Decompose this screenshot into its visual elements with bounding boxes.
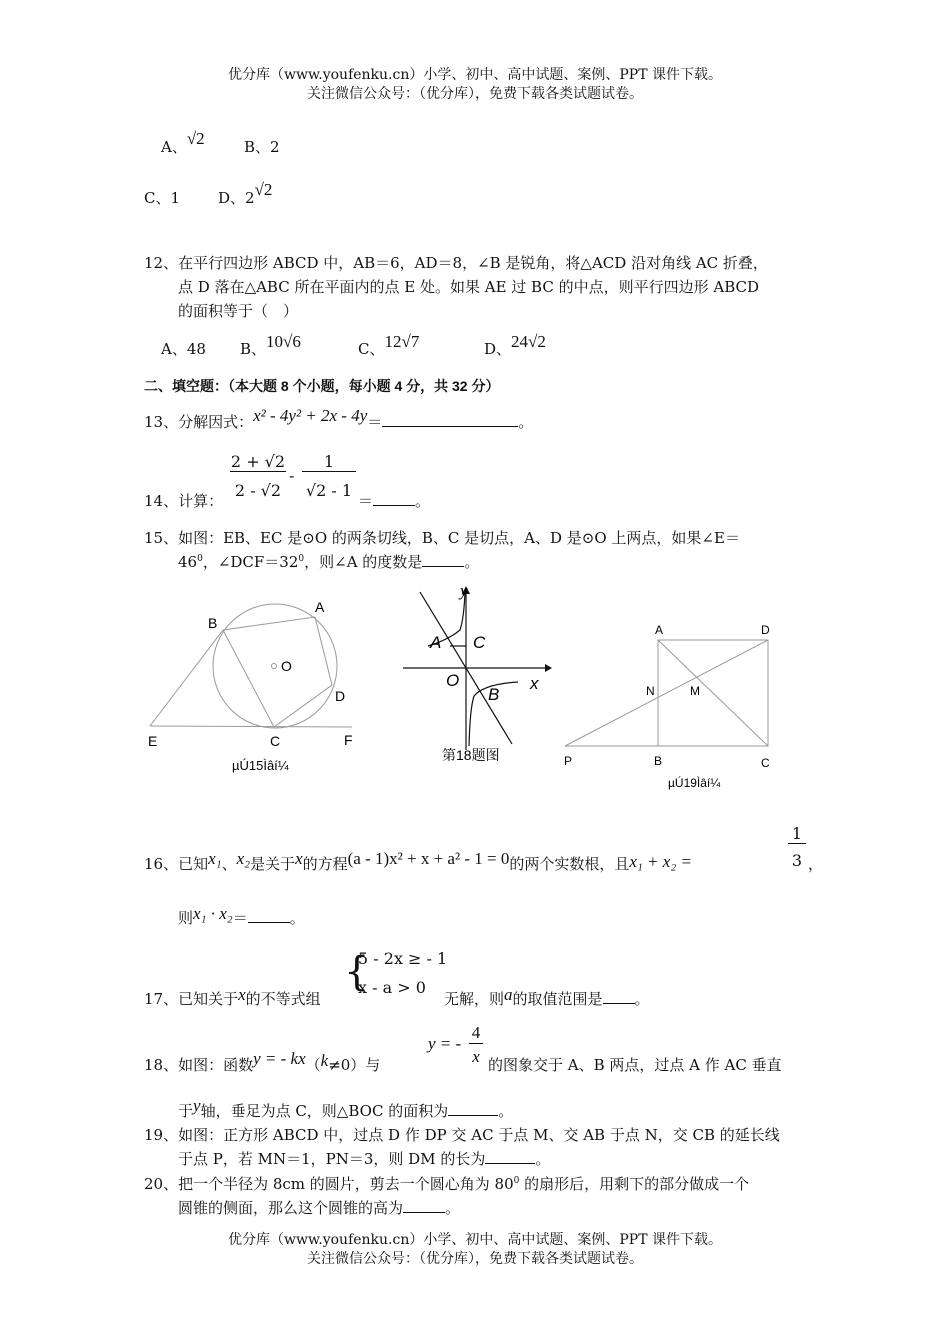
label-a: A: [655, 623, 664, 637]
label-d: D: [335, 688, 346, 704]
q12-line-1: 12、在平行四边形 ABCD 中，AB＝6，AD＝8，∠B 是锐角，将△ACD 沿对角线 AC 折叠，: [144, 254, 768, 272]
segment-pd: [565, 640, 768, 746]
q14-fraction-2-denominator: √2 - 1: [305, 481, 353, 500]
q16-line-1: 16、已知x₁、x₂是关于x的方程(a - 1)x² + x + a² - 1 = 0的两个实数根，且x₁ + x₂ =: [144, 849, 692, 873]
q17-prefix: 17、已知关于x的不等式组: [144, 985, 321, 1008]
q16-answer-blank[interactable]: [248, 908, 290, 923]
label-b: B: [488, 685, 500, 704]
section-2-title: 二、填空题：（本大题 8 个小题，每小题 4 分，共 32 分）: [144, 378, 500, 394]
q11-option-c: C、1: [144, 189, 181, 207]
q11-option-a: A、√2: [161, 129, 205, 156]
footer-line-1: 优分库（www.youfenku.cn）小学、初中、高中试题、案例、PPT 课件下载。: [227, 1232, 722, 1248]
q15-line-2: $46^0$，$\angle DCF=32^0$，则∠A 的度数是 。: [178, 553, 480, 571]
figure-15-caption: µÚ15Ìâí¼: [232, 758, 289, 773]
q17-inequality-2: x - a > 0: [358, 978, 426, 997]
q16-fraction-numerator: 1: [788, 824, 806, 844]
label-o: O: [281, 658, 292, 674]
label-x: x: [530, 674, 539, 693]
q12-line-2: 点 D 落在△ABC 所在平面内的点 E 处。如果 AE 过 BC 的中点，则平行四边形 ABCD: [178, 278, 760, 296]
q20-answer-blank[interactable]: [403, 1198, 445, 1213]
q19-line-2: 于点 P，若 MN＝1，PN＝3，则 DM 的长为 。: [178, 1150, 551, 1168]
q18-answer-blank[interactable]: [448, 1101, 498, 1116]
label-e: E: [148, 733, 158, 749]
label-b: B: [654, 754, 663, 768]
q20-line-1: 20、把一个半径为 8cm 的圆片，剪去一个圆心角为 $80^0$ 的扇形后，用剩下的部分做成一个: [144, 1175, 750, 1193]
q14-prefix: 14、计算：: [144, 492, 224, 510]
q16-line-2: 则x₁ · x₂＝ 。: [178, 904, 305, 927]
q19-answer-blank[interactable]: [485, 1149, 535, 1164]
label-o: O: [446, 671, 460, 690]
header-line-2: 关注微信公众号：（优分库），免费下载各类试题试卷。: [307, 86, 643, 102]
figure-18: [398, 578, 558, 768]
q11-option-d: D、2√2: [218, 180, 273, 207]
center-o-point: [272, 664, 277, 669]
label-a: A: [430, 633, 442, 652]
q17-answer-blank[interactable]: [603, 989, 635, 1004]
q11-option-b: B、2: [244, 138, 280, 156]
diagonal-ac: [658, 640, 768, 746]
q14-answer: ＝ 。: [358, 492, 431, 510]
q15-answer-blank[interactable]: [422, 552, 464, 567]
q18-line-1b: 的图象交于 A、B 两点，过点 A 作 AC 垂直: [488, 1056, 782, 1074]
q17-rest: 无解，则a的取值范围是 。: [444, 985, 650, 1008]
q12-option-b: B、10√6: [240, 332, 301, 358]
q13-answer-blank[interactable]: [382, 412, 518, 427]
figure-19: [560, 618, 785, 798]
line-ef: [150, 726, 352, 727]
q12-option-d: D、24√2: [484, 332, 546, 358]
quadrilateral-badc: [223, 617, 332, 727]
q13: 13、分解因式：x² - 4y² + 2x - 4y＝ 。: [144, 406, 534, 431]
label-f: F: [344, 732, 353, 748]
q14-answer-blank[interactable]: [373, 491, 415, 506]
label-p: P: [564, 754, 573, 768]
q12-line-3: 的面积等于（ ）: [178, 302, 299, 320]
q16-comma: ，: [808, 855, 824, 873]
label-y: y: [460, 581, 468, 600]
label-m: M: [690, 684, 700, 698]
q17-inequality-1: 5 - 2x ≥ - 1: [358, 949, 448, 968]
label-a: A: [315, 599, 325, 615]
q16-fraction-denominator: 3: [791, 851, 803, 870]
footer-line-2: 关注微信公众号：（优分库），免费下载各类试题试卷。: [307, 1251, 643, 1267]
line-eb: [150, 630, 223, 726]
header-line-1: 优分库（www.youfenku.cn）小学、初中、高中试题、案例、PPT 课件下载。: [227, 67, 722, 83]
q19-line-1: 19、如图：正方形 ABCD 中，过点 D 作 DP 交 AC 于点 M、交 AB 于点 N，交 CB 的延长线: [144, 1126, 780, 1144]
q18-line-1a: 18、如图：函数y = - kx（k≠0）与: [144, 1049, 381, 1074]
label-d: D: [761, 623, 770, 637]
figure-15: [140, 590, 370, 780]
q18-fraction-numerator: 4: [469, 1023, 483, 1044]
q18-function-2: y = -: [428, 1034, 462, 1053]
label-c: C: [473, 633, 486, 652]
x-axis-arrow: [545, 664, 552, 672]
q14-fraction-1-denominator: 2 - √2: [234, 481, 282, 500]
label-n: N: [646, 684, 655, 698]
q17-brace: {: [344, 949, 370, 995]
figure-18-caption: 第18题图: [442, 747, 500, 763]
label-c: C: [270, 733, 281, 749]
q14-fraction-2-numerator: 1: [302, 452, 356, 472]
q18-fraction-denominator: x: [472, 1047, 480, 1066]
q18-line-2: 于y轴，垂足为点 C，则△BOC 的面积为 。: [178, 1096, 514, 1120]
q12-option-c: C、12√7: [358, 332, 420, 358]
label-b: B: [208, 615, 218, 631]
q14-fraction-1-numerator: 2 + √2: [230, 452, 286, 471]
label-c: C: [761, 756, 770, 770]
q12-option-a: A、48: [161, 340, 206, 358]
q20-line-2: 圆锥的侧面，那么这个圆锥的高为 。: [178, 1199, 461, 1217]
figure-19-caption: µÚ19Ìâí¼: [668, 776, 721, 790]
q14-minus: -: [289, 466, 295, 485]
q15-line-1: 15、如图：EB、EC 是⊙O 的两条切线，B、C 是切点，A、D 是⊙O 上两点，如果∠E＝: [144, 529, 740, 547]
